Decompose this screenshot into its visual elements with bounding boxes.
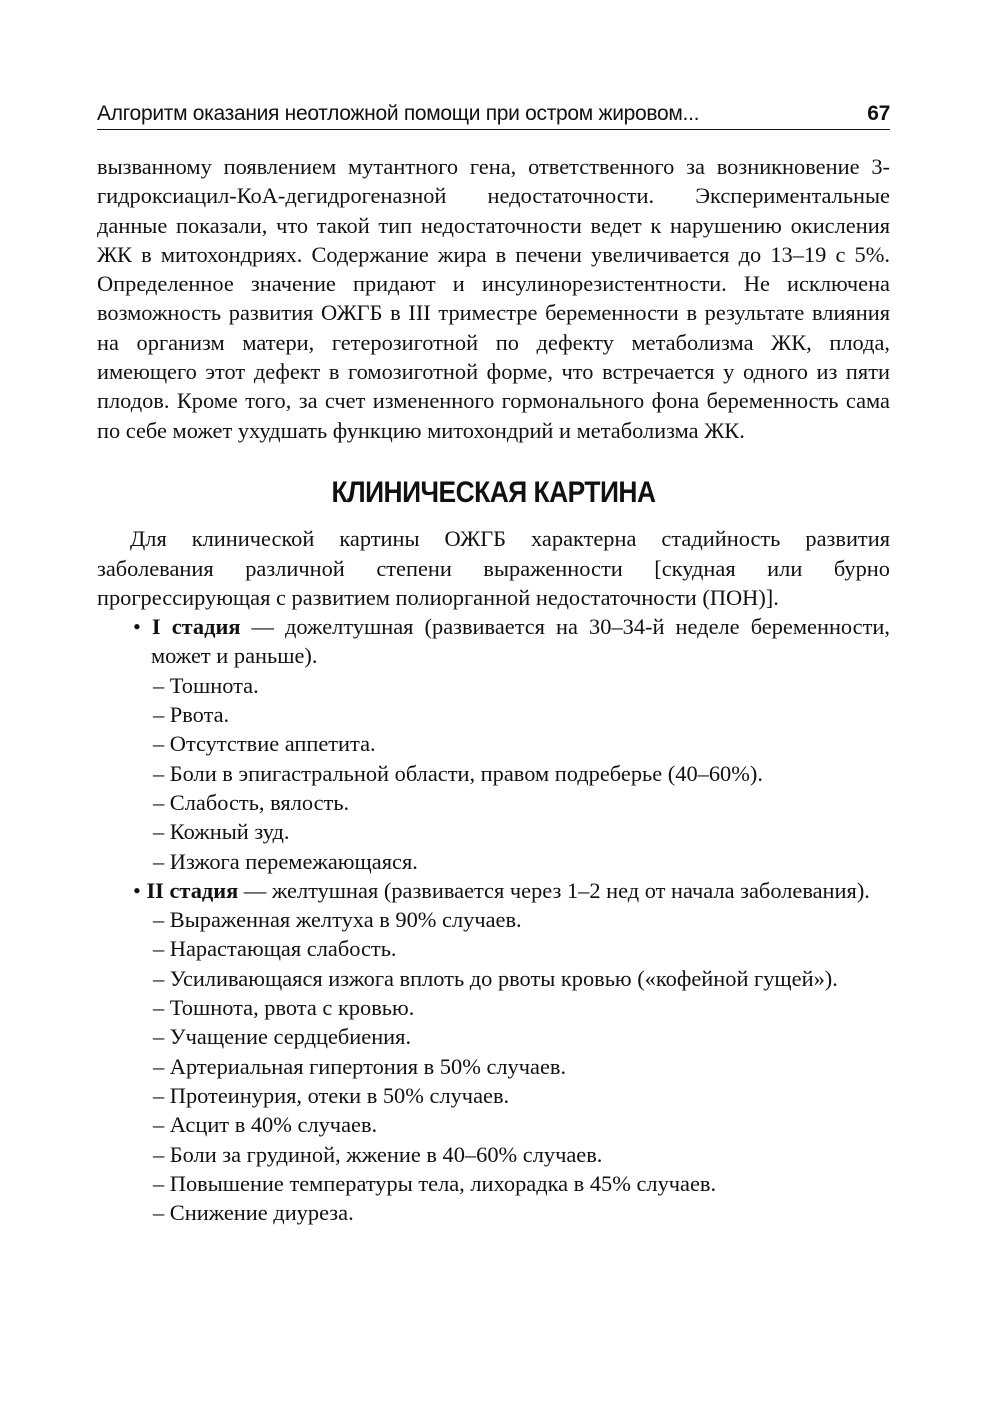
section-heading: КЛИНИЧЕСКАЯ КАРТИНА bbox=[331, 475, 656, 509]
symptom-item: – Кожный зуд. bbox=[153, 819, 290, 845]
symptom-item: – Протеинурия, отеки в 50% случаев. bbox=[153, 1082, 510, 1108]
symptom-item: – Учащение сердцебиения. bbox=[153, 1024, 412, 1050]
bullet-marker: • bbox=[133, 614, 141, 640]
stage-description: — желтушная (развивается через 1–2 нед от начала заболевания). bbox=[243, 877, 870, 903]
symptom-item: – Слабость, вялость. bbox=[153, 789, 350, 815]
symptom-item: – Боли в эпигастральной области, правом подреберье (40–60%). bbox=[153, 760, 763, 786]
body-text bbox=[97, 152, 890, 1227]
symptom-item: – Повышение температуры тела, лихорадка в 45% случаев. bbox=[153, 1170, 717, 1196]
running-title: Алгоритм оказания неотложной помощи при остром жировом... bbox=[97, 102, 700, 125]
symptom-item: – Отсутствие аппетита. bbox=[153, 731, 376, 757]
stage-2-item bbox=[97, 876, 890, 905]
symptom-item: – Боли за грудиной, жжение в 40–60% случаев. bbox=[153, 1141, 603, 1167]
symptom-item: – Артериальная гипертония в 50% случаев. bbox=[153, 1053, 567, 1079]
symptom-item: – Усиливающаяся изжога вплоть до рвоты кровью («кофейной гущей»). bbox=[153, 965, 838, 991]
intro-paragraph: вызванному появлением мутантного гена, ответственного за возникновение 3-гидроксиацил-КоА-дегидрогеназной недостаточности. Экспериментальные данные показали, что такой тип недостаточности ведет к нарушению окисления ЖК в митохондриях. Содержание жира в печени увеличивается до 13–19 с 5%. Определенное значение придают и инсулинорезистентности. Не исключена возможность развития ОЖГБ в III триместре беременности в результате влияния на организм матери, гетерозиготной по дефекту метаболизма ЖК, плода, имеющего этот дефект в гомозиготной форме, что встречается у одного из пяти плодов. Кроме того, за счет измененного гормонального фона беременность сама по себе может ухудшать функцию митохондрий и метаболизма ЖК. bbox=[97, 154, 890, 443]
stage-1-item bbox=[97, 612, 890, 671]
running-header bbox=[97, 96, 890, 130]
stage-title: II стадия bbox=[146, 877, 239, 903]
symptom-item: – Тошнота, рвота с кровью. bbox=[153, 995, 415, 1021]
symptom-item: – Асцит в 40% случаев. bbox=[153, 1112, 378, 1138]
symptom-item: – Изжога перемежающаяся. bbox=[153, 848, 418, 874]
symptom-item: – Рвота. bbox=[153, 702, 230, 728]
page-number: 67 bbox=[867, 102, 890, 125]
symptom-item: – Снижение диуреза. bbox=[153, 1200, 354, 1226]
symptom-item: – Нарастающая слабость. bbox=[153, 936, 397, 962]
bullet-marker: • bbox=[133, 877, 141, 903]
symptom-item: – Выраженная желтуха в 90% случаев. bbox=[153, 907, 522, 933]
symptom-item: – Тошнота. bbox=[153, 672, 259, 698]
book-page bbox=[97, 96, 890, 1227]
section-paragraph: Для клинической картины ОЖГБ характерна стадийность развития заболевания различной степени выраженности [скудная или бурно прогрессирующая с развитием полиорганной недостаточности (ПОН)]. bbox=[97, 526, 890, 610]
stage-title: I стадия bbox=[151, 614, 241, 640]
stage-description: — дожелтушная (развивается на 30–34-й неделе беременности, может и раньше). bbox=[151, 614, 890, 669]
